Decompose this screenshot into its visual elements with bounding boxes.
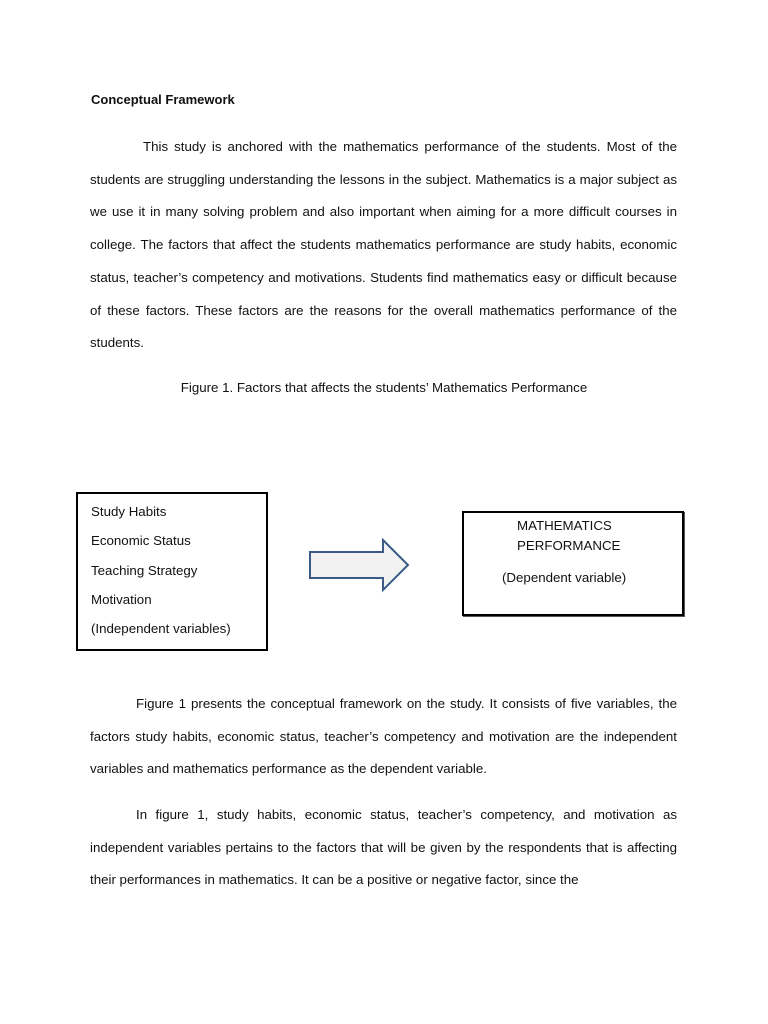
figure-caption: Figure 1. Factors that affects the students’ Mathematics Performance — [180, 380, 588, 395]
variable-teaching-strategy: Teaching Strategy — [91, 563, 198, 578]
variable-motivation: Motivation — [91, 592, 152, 607]
independent-variables-label: (Independent variables) — [91, 621, 231, 636]
right-arrow-icon — [308, 538, 412, 594]
section-heading: Conceptual Framework — [91, 92, 235, 107]
intro-paragraph: This study is anchored with the mathematics performance of the students. Most of the students are struggling understanding the lessons in the subject. Mathematics is a major subject as we use it in many solving problem and also important when aiming for a more difficult courses in college. The factors that affect the students mathematics performance are study habits, economic status, teacher’s competency and motivations. Students find mathematics easy or difficult because of these factors. These factors are the reasons for the overall mathematics performance of the students. — [90, 139, 677, 351]
dependent-variable-box — [462, 511, 684, 616]
independent-detail-paragraph: In figure 1, study habits, economic status, teacher’s competency, and motivation as independent variables pertains to the factors that will be given by the respondents that is affecting their performances in mathematics. It can be a positive or negative factor, since the — [90, 807, 677, 888]
dependent-title-line1: MATHEMATICS — [517, 518, 612, 533]
variable-study-habits: Study Habits — [91, 504, 167, 519]
dependent-variable-label: (Dependent variable) — [502, 570, 627, 585]
variable-economic-status: Economic Status — [91, 533, 191, 548]
figure-description-paragraph: Figure 1 presents the conceptual framework on the study. It consists of five variables, the factors study habits, economic status, teacher’s competency and motivation are the independent variables and mathematics performance as the dependent variable. — [90, 696, 677, 777]
dependent-title-line2: PERFORMANCE — [517, 538, 621, 553]
independent-variables-box — [76, 492, 268, 651]
